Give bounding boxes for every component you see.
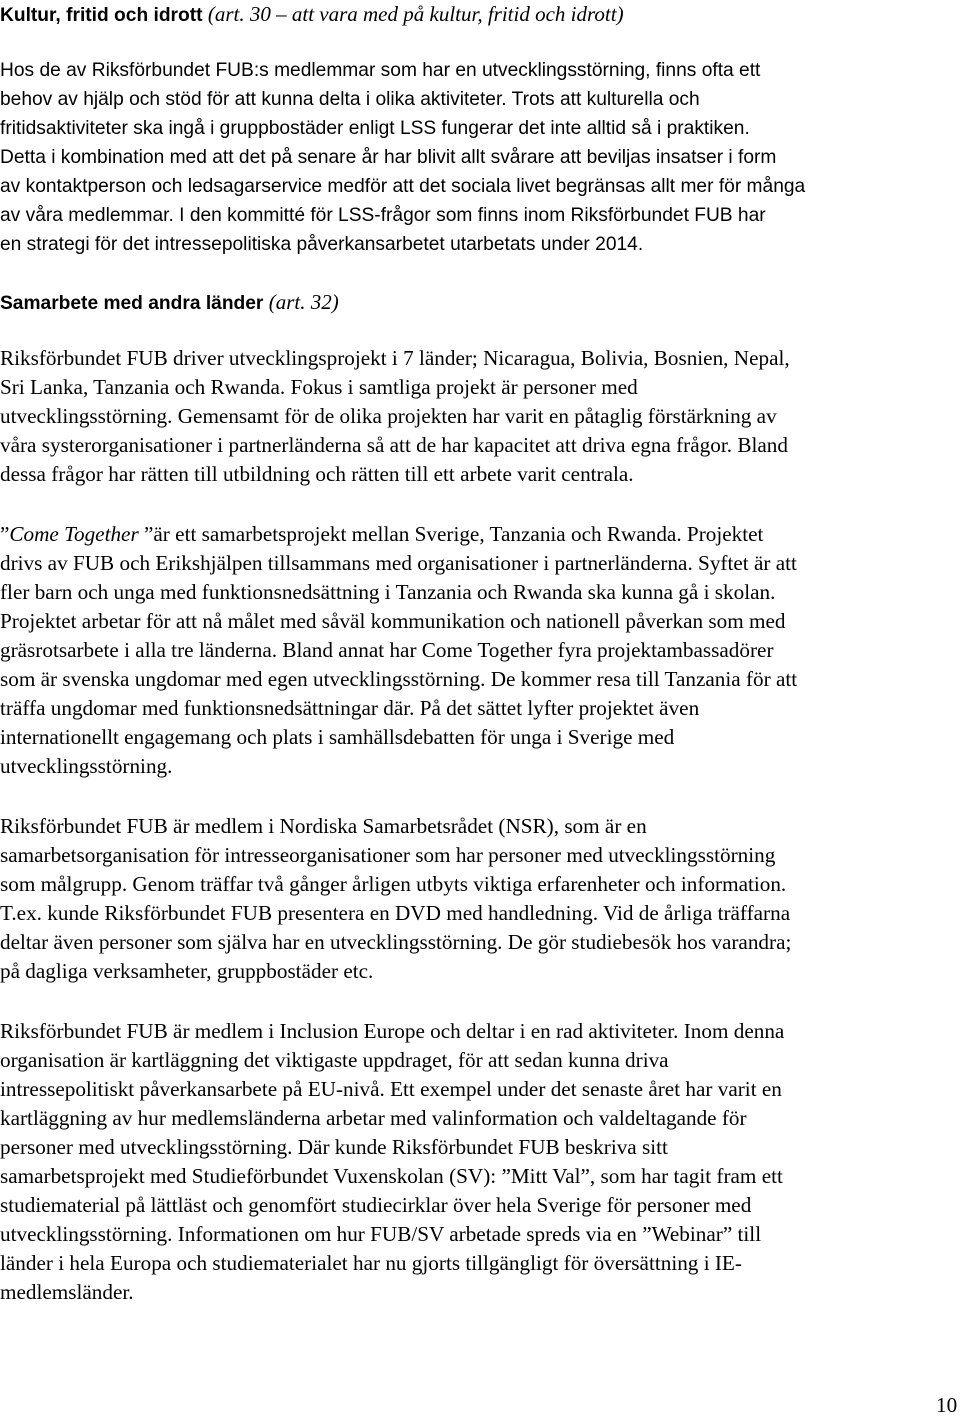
paragraph-line: T.ex. kunde Riksförbundet FUB presentera en DVD med handledning. Vid de årliga träffarna bbox=[0, 901, 791, 925]
paragraph-line: Riksförbundet FUB är medlem i Nordiska Samarbetsrådet (NSR), som är en bbox=[0, 814, 647, 838]
section-heading-culture bbox=[0, 4, 624, 25]
paragraph-line: en strategi för det intressepolitiska påverkansarbetet utarbetats under 2014. bbox=[0, 234, 644, 255]
paragraph-line: deltar även personer som själva har en utvecklingsstörning. De gör studiebesök hos varandra; bbox=[0, 930, 792, 954]
paragraph-line: Detta i kombination med att det på senare år har blivit allt svårare att beviljas insatser i form bbox=[0, 147, 777, 168]
paragraph-line: Riksförbundet FUB driver utvecklingsprojekt i 7 länder; Nicaragua, Bolivia, Bosnien, Nepal, bbox=[0, 346, 790, 370]
paragraph-line: fritidsaktiviteter ska ingå i gruppbostäder enligt LSS fungerar det inte alltid så i praktiken. bbox=[0, 118, 750, 139]
paragraph-line: på dagliga verksamheter, gruppbostäder etc. bbox=[0, 959, 374, 983]
paragraph-line: medlemsländer. bbox=[0, 1280, 134, 1304]
paragraph-line: internationellt engagemang och plats i samhällsdebatten för unga i Sverige med bbox=[0, 725, 675, 749]
section-heading-bold: Kultur, fritid och idrott bbox=[0, 5, 203, 26]
paragraph-line: av kontaktperson och ledsagarservice medför att det sociala livet begränsas allt mer för många bbox=[0, 176, 806, 197]
section-heading-reference: (art. 32) bbox=[268, 290, 339, 314]
paragraph-line: organisation är kartläggning det viktigaste uppdraget, för att sedan kunna driva bbox=[0, 1048, 669, 1072]
paragraph-line: Projektet arbetar för att nå målet med såväl kommunikation och nationell påverkan som med bbox=[0, 609, 786, 633]
paragraph-line: utvecklingsstörning. Informationen om hur FUB/SV arbetade spreds via en ”Webinar” till bbox=[0, 1222, 762, 1246]
paragraph-line: Hos de av Riksförbundet FUB:s medlemmar som har en utvecklingsstörning, finns ofta ett bbox=[0, 60, 761, 81]
paragraph-line: kartläggning av hur medlemsländerna arbetar med valinformation och valdeltagande för bbox=[0, 1106, 747, 1130]
paragraph-line: gräsrotsarbete i alla tre länderna. Bland annat har Come Together fyra projektambassadörer bbox=[0, 638, 774, 662]
section-heading-reference: (art. 30 – att vara med på kultur, fritid och idrott) bbox=[207, 2, 624, 26]
section-heading-bold: Samarbete med andra länder bbox=[0, 293, 264, 314]
paragraph-line: utvecklingsstörning. Gemensamt för de olika projekten har varit en påtaglig förstärkning av bbox=[0, 404, 777, 428]
paragraph-line: som är svenska ungdomar med egen utvecklingsstörning. De kommer resa till Tanzania för att bbox=[0, 667, 798, 691]
paragraph-line: studiematerial på lättläst och genomfört studiecirklar över hela Sverige för personer med bbox=[0, 1193, 752, 1217]
paragraph-line: behov av hjälp och stöd för att kunna delta i olika aktiviteter. Trots att kulturella och bbox=[0, 89, 700, 110]
paragraph-line: ”Come Together ”är ett samarbetsprojekt mellan Sverige, Tanzania och Rwanda. Projektet bbox=[0, 522, 764, 546]
page-number: 10 bbox=[936, 1393, 958, 1417]
paragraph-line: fler barn och unga med funktionsnedsättning i Tanzania och Rwanda ska kunna gå i skolan. bbox=[0, 580, 776, 604]
paragraph-line: samarbetsprojekt med Studieförbundet Vuxenskolan (SV): ”Mitt Val”, som har tagit fram ett bbox=[0, 1164, 783, 1188]
paragraph-line: som målgrupp. Genom träffar två gånger årligen utbyts viktiga erfarenheter och information. bbox=[0, 872, 787, 896]
paragraph-line: samarbetsorganisation för intresseorganisationer som har personer med utvecklingsstörning bbox=[0, 843, 776, 867]
paragraph-line: intressepolitiskt påverkansarbete på EU-nivå. Ett exempel under det senaste året har varit en bbox=[0, 1077, 782, 1101]
paragraph-line: våra systerorganisationer i partnerländerna så att de har kapacitet att driva egna frågor. Bland bbox=[0, 433, 788, 457]
section-heading-international bbox=[0, 292, 339, 313]
project-title: Come Together bbox=[9, 522, 139, 546]
paragraph-line: utvecklingsstörning. bbox=[0, 754, 173, 778]
paragraph-line: Riksförbundet FUB är medlem i Inclusion Europe och deltar i en rad aktiviteter. Inom denna bbox=[0, 1019, 785, 1043]
paragraph-line: dessa frågor har rätten till utbildning och rätten till ett arbete varit centrala. bbox=[0, 462, 634, 486]
paragraph-line: Sri Lanka, Tanzania och Rwanda. Fokus i samtliga projekt är personer med bbox=[0, 375, 638, 399]
paragraph-line: personer med utvecklingsstörning. Där kunde Riksförbundet FUB beskriva sitt bbox=[0, 1135, 668, 1159]
paragraph-line: länder i hela Europa och studiematerialet har nu gjorts tillgängligt för översättning i IE- bbox=[0, 1251, 742, 1275]
paragraph-line: av våra medlemmar. I den kommitté för LSS-frågor som finns inom Riksförbundet FUB har bbox=[0, 205, 766, 226]
paragraph-line: träffa ungdomar med funktionsnedsättningar där. På det sättet lyfter projektet även bbox=[0, 696, 700, 720]
paragraph-line: drivs av FUB och Erikshjälpen tillsammans med organisationer i partnerländerna. Syftet är att bbox=[0, 551, 797, 575]
